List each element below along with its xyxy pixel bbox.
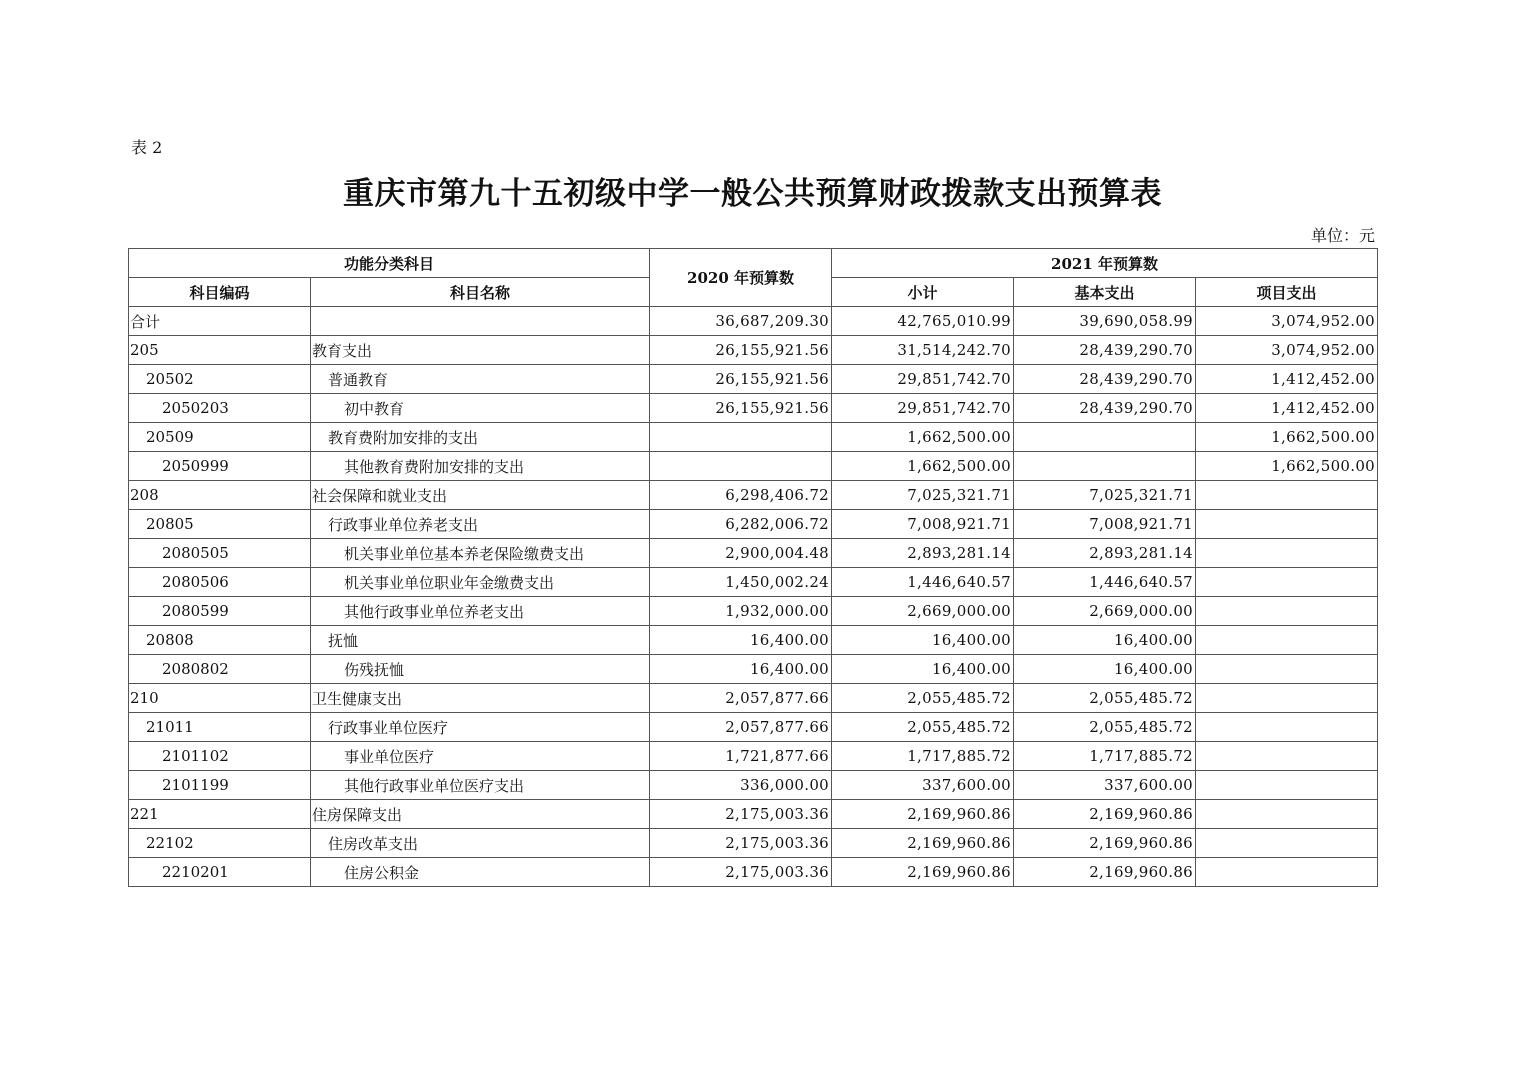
cell-subtotal: 42,765,010.99 [832,307,1014,336]
table-row [129,307,1378,336]
table-row [129,626,1378,655]
cell-subtotal: 7,008,921.71 [832,510,1014,539]
cell-budget-2020: 2,900,004.48 [650,539,832,568]
cell-project [1196,510,1378,539]
cell-project [1196,539,1378,568]
cell-budget-2020: 2,175,003.36 [650,858,832,887]
cell-subtotal: 337,600.00 [832,771,1014,800]
cell-code: 21011 [129,713,311,742]
cell-basic: 16,400.00 [1014,655,1196,684]
cell-name: 教育支出 [311,336,650,365]
cell-basic: 7,008,921.71 [1014,510,1196,539]
cell-project: 3,074,952.00 [1196,336,1378,365]
cell-basic: 2,169,960.86 [1014,800,1196,829]
header-budget-2021: 2021 年预算数 [832,249,1378,278]
cell-basic [1014,452,1196,481]
cell-name [311,307,650,336]
header-name: 科目名称 [311,278,650,307]
cell-name: 其他行政事业单位养老支出 [311,597,650,626]
cell-project: 1,412,452.00 [1196,365,1378,394]
cell-subtotal: 2,055,485.72 [832,713,1014,742]
cell-budget-2020: 26,155,921.56 [650,336,832,365]
cell-basic: 39,690,058.99 [1014,307,1196,336]
cell-basic: 28,439,290.70 [1014,365,1196,394]
cell-name: 机关事业单位职业年金缴费支出 [311,568,650,597]
cell-subtotal: 1,717,885.72 [832,742,1014,771]
cell-code: 20808 [129,626,311,655]
cell-budget-2020: 2,175,003.36 [650,829,832,858]
cell-basic: 2,669,000.00 [1014,597,1196,626]
header-budget-2020: 2020 年预算数 [650,249,832,307]
table-row [129,365,1378,394]
cell-budget-2020: 36,687,209.30 [650,307,832,336]
cell-basic: 28,439,290.70 [1014,336,1196,365]
cell-subtotal: 31,514,242.70 [832,336,1014,365]
cell-code: 合计 [129,307,311,336]
cell-code: 2101102 [129,742,311,771]
cell-code: 2080599 [129,597,311,626]
cell-project: 1,662,500.00 [1196,452,1378,481]
cell-budget-2020: 16,400.00 [650,655,832,684]
cell-name: 教育费附加安排的支出 [311,423,650,452]
cell-code: 2101199 [129,771,311,800]
cell-budget-2020: 6,298,406.72 [650,481,832,510]
cell-code: 2210201 [129,858,311,887]
cell-subtotal: 16,400.00 [832,626,1014,655]
table-row [129,684,1378,713]
cell-name: 伤残抚恤 [311,655,650,684]
cell-code: 2080802 [129,655,311,684]
cell-subtotal: 2,169,960.86 [832,829,1014,858]
cell-project [1196,655,1378,684]
cell-basic: 2,169,960.86 [1014,829,1196,858]
table-row [129,655,1378,684]
cell-code: 20805 [129,510,311,539]
cell-project [1196,771,1378,800]
table-header [129,249,1378,307]
table-body [129,307,1378,887]
cell-project [1196,742,1378,771]
cell-project [1196,684,1378,713]
cell-code: 2050203 [129,394,311,423]
cell-code: 20502 [129,365,311,394]
cell-subtotal: 16,400.00 [832,655,1014,684]
unit-label: 单位：元 [1310,226,1375,245]
cell-budget-2020: 1,721,877.66 [650,742,832,771]
cell-subtotal: 1,662,500.00 [832,452,1014,481]
cell-name: 卫生健康支出 [311,684,650,713]
table-row [129,829,1378,858]
cell-budget-2020: 26,155,921.56 [650,365,832,394]
table-row [129,452,1378,481]
cell-code: 221 [129,800,311,829]
cell-name: 住房保障支出 [311,800,650,829]
cell-project [1196,713,1378,742]
cell-basic: 1,446,640.57 [1014,568,1196,597]
cell-project: 1,412,452.00 [1196,394,1378,423]
cell-project: 3,074,952.00 [1196,307,1378,336]
cell-budget-2020: 1,450,002.24 [650,568,832,597]
cell-name: 住房改革支出 [311,829,650,858]
cell-name: 普通教育 [311,365,650,394]
cell-basic [1014,423,1196,452]
cell-name: 其他教育费附加安排的支出 [311,452,650,481]
header-functional-category: 功能分类科目 [129,249,650,278]
cell-subtotal: 7,025,321.71 [832,481,1014,510]
cell-budget-2020: 2,057,877.66 [650,713,832,742]
cell-budget-2020: 2,175,003.36 [650,800,832,829]
cell-basic: 7,025,321.71 [1014,481,1196,510]
table-row [129,394,1378,423]
cell-project [1196,858,1378,887]
cell-budget-2020 [650,423,832,452]
table-row [129,568,1378,597]
header-code: 科目编码 [129,278,311,307]
table-row [129,597,1378,626]
cell-subtotal: 1,446,640.57 [832,568,1014,597]
header-row-top [129,249,1378,278]
cell-name: 机关事业单位基本养老保险缴费支出 [311,539,650,568]
cell-subtotal: 2,055,485.72 [832,684,1014,713]
table-row [129,742,1378,771]
cell-budget-2020: 336,000.00 [650,771,832,800]
cell-basic: 2,055,485.72 [1014,684,1196,713]
budget-table [128,248,1378,887]
table-number-label: 表 2 [131,138,163,157]
cell-code: 22102 [129,829,311,858]
cell-code: 210 [129,684,311,713]
cell-budget-2020: 2,057,877.66 [650,684,832,713]
cell-subtotal: 29,851,742.70 [832,365,1014,394]
cell-budget-2020: 6,282,006.72 [650,510,832,539]
table-row [129,510,1378,539]
cell-code: 205 [129,336,311,365]
cell-name: 其他行政事业单位医疗支出 [311,771,650,800]
cell-basic: 16,400.00 [1014,626,1196,655]
cell-budget-2020: 1,932,000.00 [650,597,832,626]
cell-project [1196,481,1378,510]
cell-basic: 28,439,290.70 [1014,394,1196,423]
cell-name: 住房公积金 [311,858,650,887]
cell-code: 208 [129,481,311,510]
cell-project [1196,626,1378,655]
cell-basic: 2,169,960.86 [1014,858,1196,887]
cell-name: 行政事业单位养老支出 [311,510,650,539]
cell-code: 2050999 [129,452,311,481]
cell-basic: 2,055,485.72 [1014,713,1196,742]
table-row [129,713,1378,742]
cell-budget-2020: 16,400.00 [650,626,832,655]
header-subtotal: 小计 [832,278,1014,307]
cell-budget-2020 [650,452,832,481]
cell-code: 2080505 [129,539,311,568]
table-row [129,858,1378,887]
cell-project: 1,662,500.00 [1196,423,1378,452]
cell-budget-2020: 26,155,921.56 [650,394,832,423]
header-project: 项目支出 [1196,278,1378,307]
table-row [129,800,1378,829]
cell-project [1196,800,1378,829]
cell-project [1196,597,1378,626]
cell-code: 20509 [129,423,311,452]
table-row [129,771,1378,800]
cell-name: 事业单位医疗 [311,742,650,771]
cell-name: 行政事业单位医疗 [311,713,650,742]
cell-subtotal: 29,851,742.70 [832,394,1014,423]
cell-subtotal: 2,169,960.86 [832,858,1014,887]
table-row [129,539,1378,568]
header-basic: 基本支出 [1014,278,1196,307]
cell-project [1196,568,1378,597]
cell-subtotal: 2,669,000.00 [832,597,1014,626]
cell-name: 社会保障和就业支出 [311,481,650,510]
cell-code: 2080506 [129,568,311,597]
table-row [129,481,1378,510]
cell-name: 初中教育 [311,394,650,423]
cell-basic: 1,717,885.72 [1014,742,1196,771]
table-row [129,423,1378,452]
cell-subtotal: 1,662,500.00 [832,423,1014,452]
cell-name: 抚恤 [311,626,650,655]
cell-subtotal: 2,893,281.14 [832,539,1014,568]
table-row [129,336,1378,365]
cell-project [1196,829,1378,858]
page-title: 重庆市第九十五初级中学一般公共预算财政拨款支出预算表 [343,176,1162,212]
cell-basic: 337,600.00 [1014,771,1196,800]
cell-basic: 2,893,281.14 [1014,539,1196,568]
cell-subtotal: 2,169,960.86 [832,800,1014,829]
